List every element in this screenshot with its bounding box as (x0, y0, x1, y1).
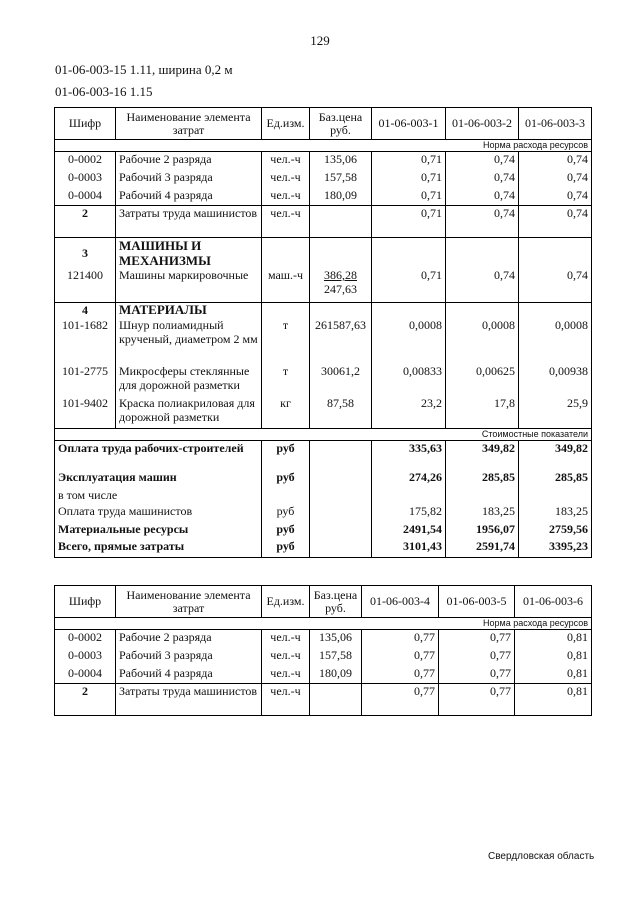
row-value-5: 0,77 (439, 630, 515, 648)
cost-unit: руб (262, 504, 310, 522)
row-price: 261587,63 (310, 318, 372, 364)
row-value-6: 0,81 (515, 666, 592, 684)
row-name: Микросферы стеклянные для дорожной разметки (116, 364, 262, 396)
header-name: Наименование элемента затрат (116, 586, 262, 618)
row-unit: чел.-ч (262, 170, 310, 188)
row-value-2: 0,74 (446, 170, 519, 188)
section-row-materials (55, 302, 592, 318)
row-value-2: 17,8 (446, 396, 519, 428)
row-value-2: 0,74 (446, 188, 519, 206)
row-price-cell (310, 268, 372, 302)
row-code: 0-0004 (55, 188, 116, 206)
cost-value-1: 335,63 (372, 440, 446, 470)
row-value-1: 0,71 (372, 170, 446, 188)
row-code: 2 (55, 684, 116, 716)
row-code: 101-1682 (55, 318, 116, 364)
header-unit: Ед.изм. (262, 586, 310, 618)
row-name: Рабочий 3 разряда (116, 648, 262, 666)
row-value-1: 0,71 (372, 268, 446, 302)
row-value-6: 0,81 (515, 630, 592, 648)
row-price: 157,58 (310, 648, 362, 666)
header-col-3: 01-06-003-3 (519, 108, 592, 140)
row-value-1: 0,71 (372, 188, 446, 206)
cost-name: Оплата труда машинистов (55, 504, 262, 522)
band-norm (55, 618, 592, 630)
row-name: Затраты труда машинистов (116, 684, 262, 716)
row-unit: чел.-ч (262, 152, 310, 170)
row-value-3: 0,00938 (519, 364, 592, 396)
header-col-2: 01-06-003-2 (446, 108, 519, 140)
cost-unit: руб (262, 522, 310, 539)
row-value-3: 0,0008 (519, 318, 592, 364)
cost-row (55, 504, 592, 522)
header-col-6: 01-06-003-6 (515, 586, 592, 618)
cost-value-3: 2759,56 (519, 522, 592, 539)
row-value-3: 0,74 (519, 170, 592, 188)
row-value-6: 0,81 (515, 648, 592, 666)
table-row (55, 318, 592, 364)
cost-value-3: 183,25 (519, 504, 592, 522)
row-name: Затраты труда машинистов (116, 206, 262, 238)
cost-value-1: 3101,43 (372, 539, 446, 557)
cost-row (55, 470, 592, 488)
section-code: 3 (55, 238, 116, 269)
row-value-1: 0,00833 (372, 364, 446, 396)
row-name: Рабочий 3 разряда (116, 170, 262, 188)
table-row (55, 648, 592, 666)
row-value-2: 0,00625 (446, 364, 519, 396)
table-header-row (55, 586, 592, 618)
cost-value-3: 3395,23 (519, 539, 592, 557)
cost-value-2: 1956,07 (446, 522, 519, 539)
table-row (55, 396, 592, 428)
cost-value-3: 349,82 (519, 440, 592, 470)
cost-name: Оплата труда рабочих-строителей (55, 440, 262, 470)
header-col-5: 01-06-003-5 (439, 586, 515, 618)
cost-value-3: 285,85 (519, 470, 592, 488)
row-code: 0-0002 (55, 630, 116, 648)
band-norm (55, 140, 592, 152)
table-row (55, 684, 592, 716)
cost-value-2: 2591,74 (446, 539, 519, 557)
row-value-1: 23,2 (372, 396, 446, 428)
section-code: 4 (55, 302, 116, 318)
table-row (55, 152, 592, 170)
row-value-2: 0,74 (446, 152, 519, 170)
row-value-3: 0,74 (519, 152, 592, 170)
cost-value-1: 274,26 (372, 470, 446, 488)
table-row (55, 630, 592, 648)
row-name: Рабочие 2 разряда (116, 630, 262, 648)
table-row (55, 364, 592, 396)
table-row (55, 206, 592, 238)
row-value-5: 0,77 (439, 666, 515, 684)
row-price: 386,28 (324, 268, 357, 282)
table-row (55, 268, 592, 302)
cost-unit: руб (262, 539, 310, 557)
cost-value-2: 285,85 (446, 470, 519, 488)
row-value-1: 0,71 (372, 206, 446, 238)
row-value-2: 0,0008 (446, 318, 519, 364)
row-price: 135,06 (310, 152, 372, 170)
resource-table-1 (54, 107, 592, 558)
row-value-5: 0,77 (439, 648, 515, 666)
header-price: Баз.цена руб. (310, 108, 372, 140)
header-unit: Ед.изм. (262, 108, 310, 140)
section-row-machines (55, 238, 592, 269)
cost-value-1: 2491,54 (372, 522, 446, 539)
row-value-1: 0,71 (372, 152, 446, 170)
row-unit: чел.-ч (262, 630, 310, 648)
row-value-2: 0,74 (446, 268, 519, 302)
row-value-4: 0,77 (362, 684, 439, 716)
row-price (310, 206, 372, 238)
row-unit: чел.-ч (262, 188, 310, 206)
table-row (55, 666, 592, 684)
row-name: Рабочий 4 разряда (116, 188, 262, 206)
row-value-3: 0,74 (519, 268, 592, 302)
row-code: 121400 (55, 268, 116, 302)
row-name: Рабочий 4 разряда (116, 666, 262, 684)
row-code: 0-0002 (55, 152, 116, 170)
row-name: Рабочие 2 разряда (116, 152, 262, 170)
row-price: 180,09 (310, 666, 362, 684)
section-title: МАТЕРИАЛЫ (116, 302, 262, 318)
row-code: 101-2775 (55, 364, 116, 396)
header-name: Наименование элемента затрат (116, 108, 262, 140)
cost-row-total (55, 539, 592, 557)
cost-value-1: 175,82 (372, 504, 446, 522)
row-code: 0-0003 (55, 170, 116, 188)
section-title: МАШИНЫ И МЕХАНИЗМЫ (116, 238, 262, 269)
header-line-2: 01-06-003-16 1.15 (55, 84, 153, 99)
band-norm-label: Норма расхода ресурсов (55, 140, 592, 152)
header-code: Шифр (55, 108, 116, 140)
row-code: 101-9402 (55, 396, 116, 428)
row-value-4: 0,77 (362, 666, 439, 684)
row-code: 0-0004 (55, 666, 116, 684)
band-norm-label: Норма расхода ресурсов (55, 618, 592, 630)
header-code: Шифр (55, 586, 116, 618)
row-unit: т (262, 318, 310, 364)
row-value-1: 0,0008 (372, 318, 446, 364)
row-unit: маш.-ч (262, 268, 310, 302)
row-value-3: 0,74 (519, 206, 592, 238)
row-price: 180,09 (310, 188, 372, 206)
table-header-row (55, 108, 592, 140)
header-line-1: 01-06-003-15 1.11, ширина 0,2 м (55, 62, 233, 77)
row-value-6: 0,81 (515, 684, 592, 716)
footer-region: Свердловская область (488, 851, 595, 862)
header-col-1: 01-06-003-1 (372, 108, 446, 140)
header-col-4: 01-06-003-4 (362, 586, 439, 618)
cost-value-2: 183,25 (446, 504, 519, 522)
row-name: Шнур полиамидный крученый, диаметром 2 мм (116, 318, 262, 364)
row-unit: чел.-ч (262, 666, 310, 684)
row-value-5: 0,77 (439, 684, 515, 716)
row-unit: чел.-ч (262, 684, 310, 716)
header-price: Баз.цена руб. (310, 586, 362, 618)
row-unit: кг (262, 396, 310, 428)
cost-name: Материальные ресурсы (55, 522, 262, 539)
table-row (55, 170, 592, 188)
row-unit: чел.-ч (262, 206, 310, 238)
resource-table-2 (54, 585, 592, 716)
band-cost (55, 428, 592, 440)
cost-note: в том числе (55, 488, 262, 504)
row-code: 0-0003 (55, 648, 116, 666)
row-code: 2 (55, 206, 116, 238)
cost-value-2: 349,82 (446, 440, 519, 470)
row-value-4: 0,77 (362, 630, 439, 648)
row-unit: т (262, 364, 310, 396)
table-row (55, 188, 592, 206)
row-value-2: 0,74 (446, 206, 519, 238)
row-name: Машины маркировочные (116, 268, 262, 302)
row-price: 135,06 (310, 630, 362, 648)
cost-row (55, 440, 592, 470)
cost-row (55, 522, 592, 539)
row-value-3: 0,74 (519, 188, 592, 206)
row-price-secondary: 247,63 (324, 282, 357, 296)
cost-unit: руб (262, 440, 310, 470)
row-price: 157,58 (310, 170, 372, 188)
cost-name: Эксплуатация машин (55, 470, 262, 488)
row-name: Краска полиакриловая для дорожной разметки (116, 396, 262, 428)
row-price (310, 684, 362, 716)
band-cost-label: Стоимостные показатели (55, 428, 592, 440)
cost-row-note (55, 488, 592, 504)
row-value-4: 0,77 (362, 648, 439, 666)
row-value-3: 25,9 (519, 396, 592, 428)
row-unit: чел.-ч (262, 648, 310, 666)
cost-name: Всего, прямые затраты (55, 539, 262, 557)
row-price: 87,58 (310, 396, 372, 428)
row-price: 30061,2 (310, 364, 372, 396)
page-number: 129 (310, 33, 330, 48)
cost-unit: руб (262, 470, 310, 488)
